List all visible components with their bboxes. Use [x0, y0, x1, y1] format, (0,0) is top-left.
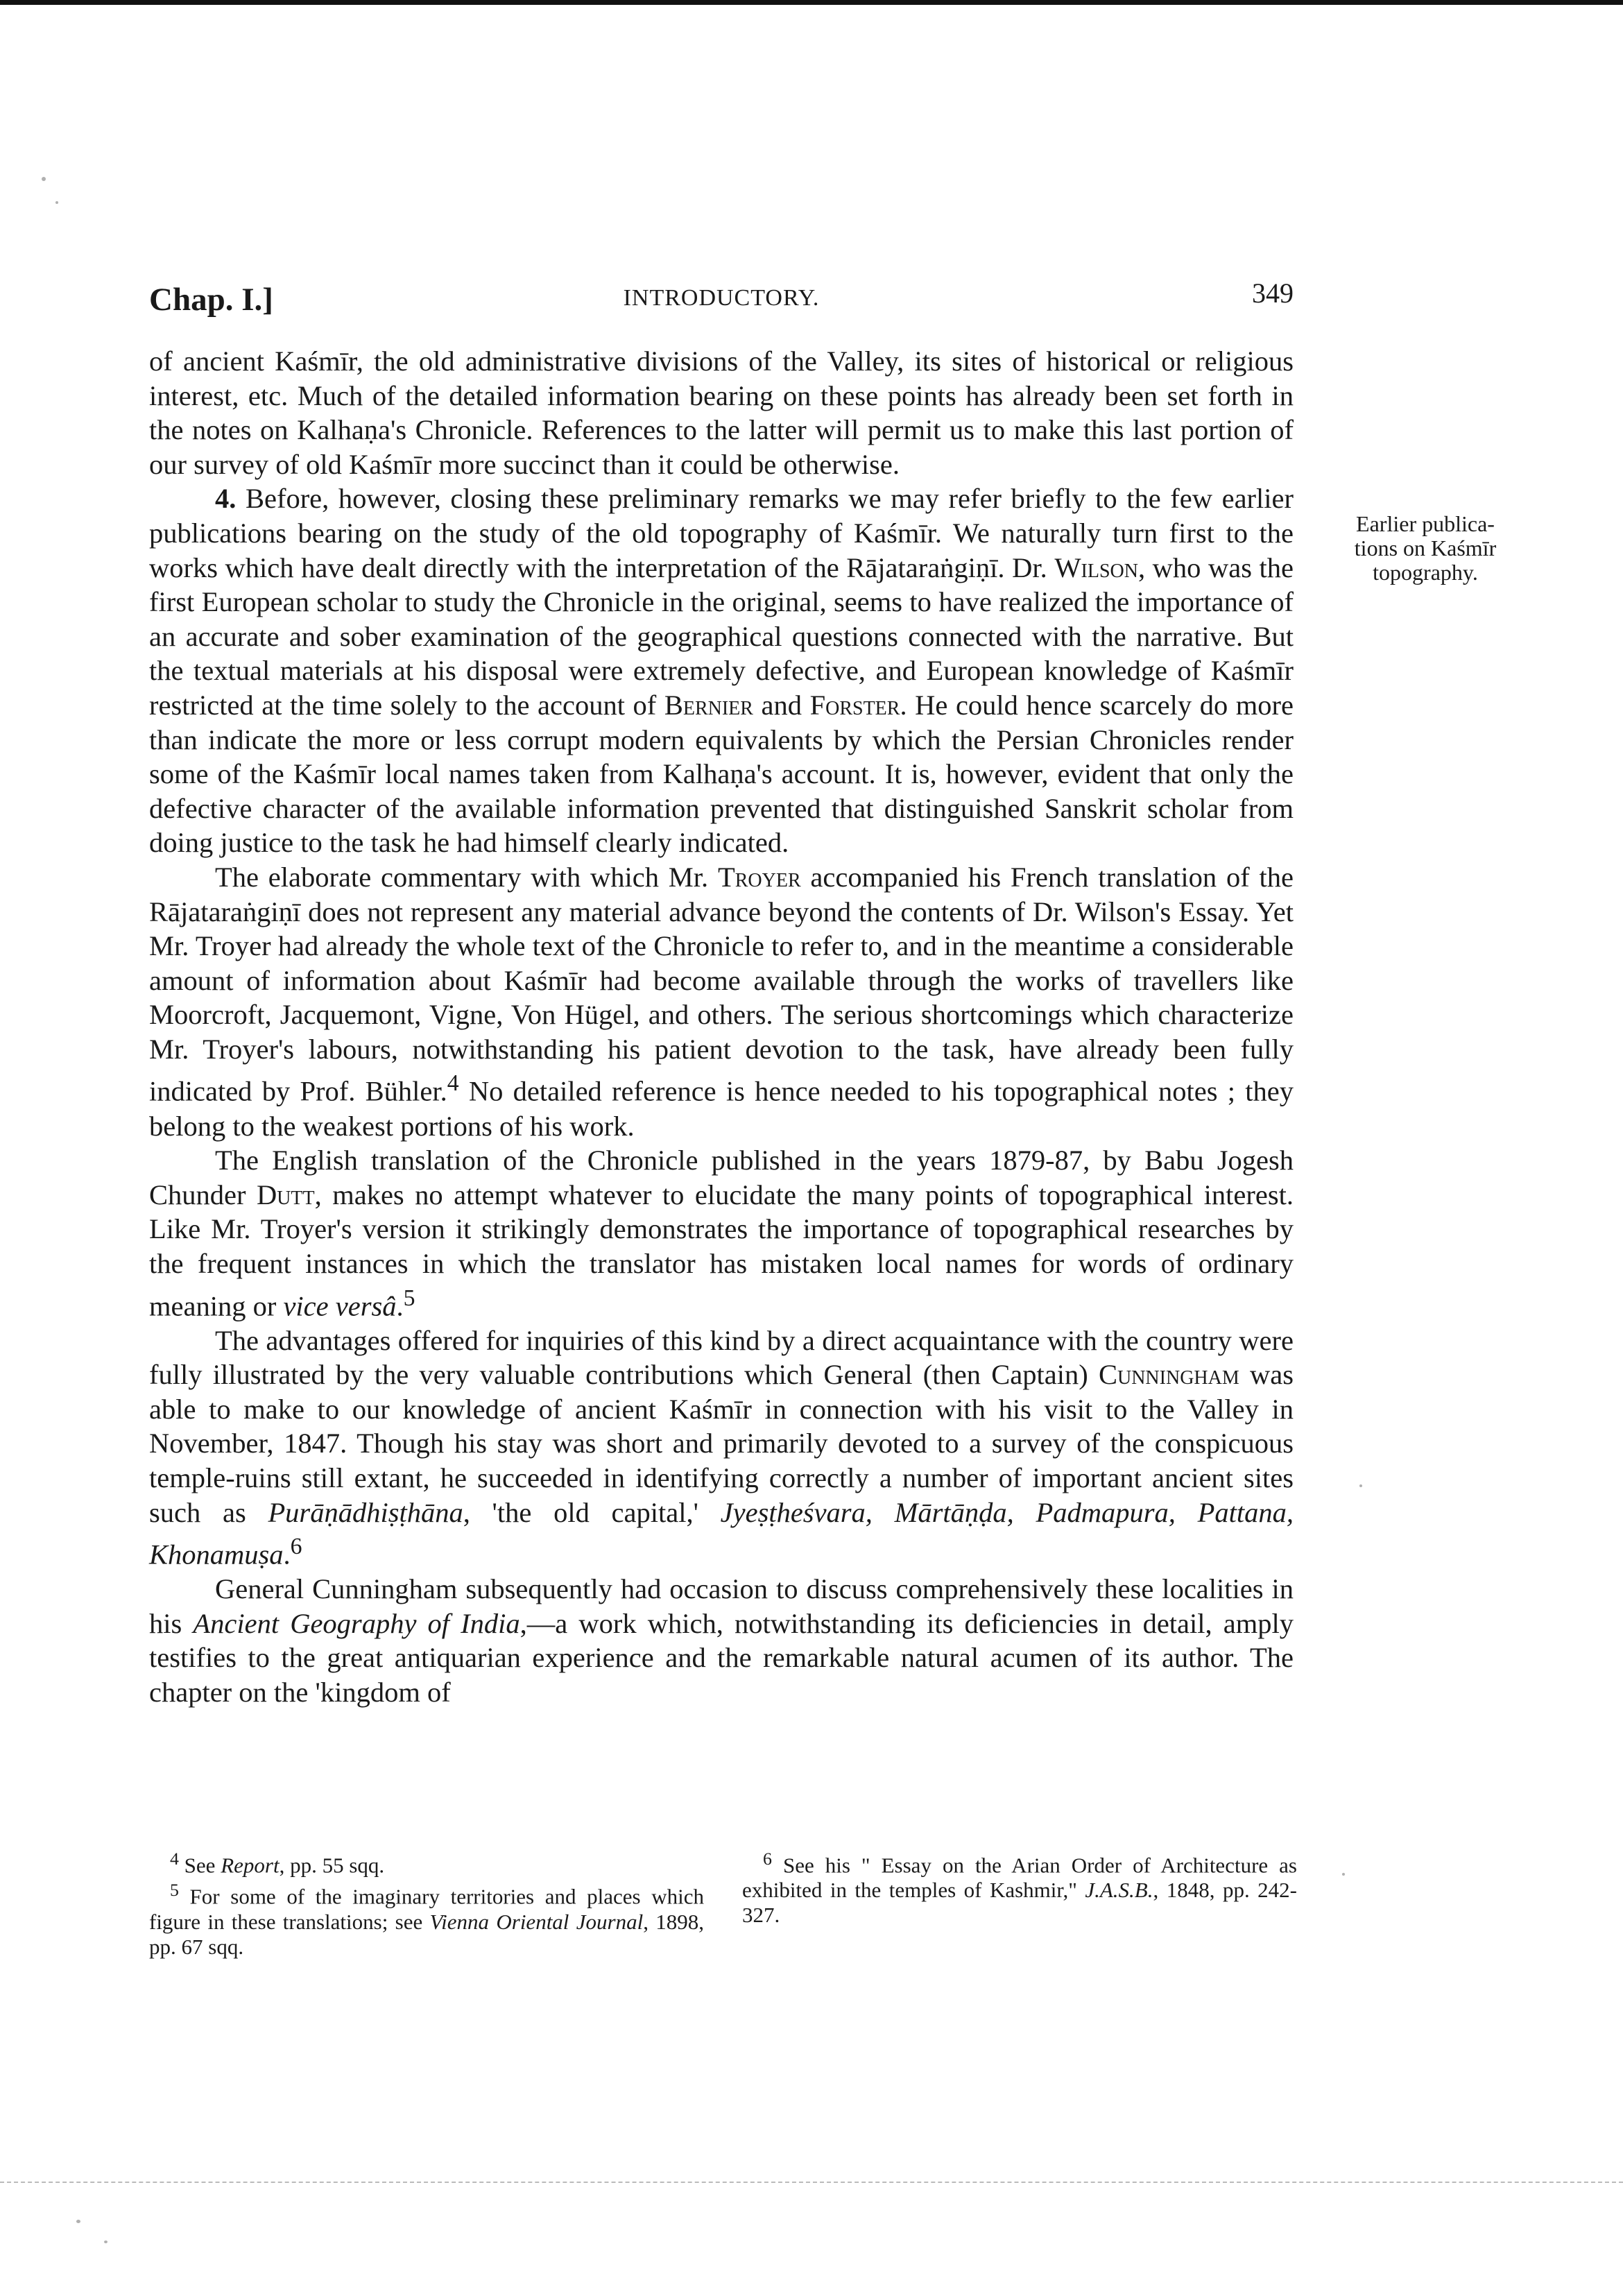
- author-name: Troyer: [717, 861, 801, 893]
- margin-note: [1321, 512, 1529, 585]
- footnote-ref: 6: [290, 1534, 302, 1560]
- footnote-ref: 4: [447, 1070, 459, 1097]
- author-name: Bernier: [664, 689, 753, 721]
- paragraph: The advantages offered for inquiries of this kind by a direct acquaintance with the country were fully illustrated by the very valuable contributions which General (then Captain) Cunningham was able to make to our knowledge of ancient Kaśmīr in connection with his visit to the Valley in November, 1847. Though his stay was short and primarily devoted to a survey of the conspicuous temple-ruins still extant, he succeeded in identifying correctly a number of important ancient sites such as Purāṇādhiṣṭhāna, 'the old capital,' Jyeṣṭheśvara, Mārtāṇḍa, Padmapura, Pattana, Khonamuṣa.$^6$: [149, 1324, 1294, 1570]
- scan-speck: [42, 177, 46, 181]
- margin-note-line: topography.: [1373, 560, 1478, 585]
- footnote: $^6$ See his " Essay on the Arian Order of Architecture as exhibited in the temples of Kashmir," J.A.S.B., 1848, pp. 242-327.: [742, 1849, 1297, 1928]
- author-name: Wilson: [1054, 551, 1138, 583]
- chapter-label: Chap. I.]: [149, 282, 273, 318]
- body-text: [149, 344, 1294, 1710]
- running-title: INTRODUCTORY.: [623, 285, 820, 311]
- page-number: 349: [1252, 277, 1294, 309]
- scan-speck: [55, 201, 58, 204]
- footnote-ref: 5: [403, 1285, 415, 1311]
- paragraph: 4. Before, however, closing these preliminary remarks we may refer briefly to the few earlier publications bearing on the study of the old topography of Kaśmīr. We naturally turn first to the works which have dealt directly with the interpretation of the Rājataraṅgiṇī. Dr. Wilson, who was the first European scholar to study the Chronicle in the original, seems to have realized the importance of an accurate and sober examination of the geographical questions connected with the narrative. But the textual materials at his disposal were extremely defective, and European knowledge of Kaśmīr restricted at the time solely to the account of Bernier and Forster. He could hence scarcely do more than indicate the more or less corrupt modern equivalents by which the Persian Chronicles render some of the Kaśmīr local names taken from Kalhaṇa's account. It is, however, evident that only the defective character of the available information prevented that distinguished Sanskrit scholar from doing justice to the task he had himself clearly indicated.: [149, 483, 1294, 859]
- margin-note-line: Earlier publica-: [1356, 511, 1495, 536]
- author-name: Forster: [809, 689, 900, 721]
- page-bottom-rule: [0, 2182, 1623, 2183]
- author-name: Dutt: [256, 1179, 315, 1210]
- footnote-column-left: [149, 1847, 704, 1960]
- page-header: [149, 274, 1294, 316]
- page-top-border: [0, 0, 1623, 5]
- paragraph: The elaborate commentary with which Mr. Troyer accompanied his French translation of the Rājataraṅgiṇī does not represent any material advance beyond the contents of Dr. Wilson's Essay. Yet Mr. Troyer had already the whole text of the Chronicle to refer to, and in the meantime a considerable amount of information about Kaśmīr had become available through the works of travellers like Moorcroft, Jacquemont, Vigne, Von Hügel, and others. The serious shortcomings which characterize Mr. Troyer's labours, notwithstanding his patient devotion to the task, have already been fully indicated by Prof. Bühler.$^4$ No detailed reference is hence needed to his topographical notes ; they belong to the weakest portions of his work.: [149, 861, 1294, 1142]
- footnote: $^4$ See Report, pp. 55 sqq.: [170, 1849, 385, 1878]
- paragraph: General Cunningham subsequently had occasion to discuss comprehensively these localities in his Ancient Geography of India,—a work which, notwithstanding its deficiencies in detail, amply testifies to the great antiquarian experience and the remarkable natural acumen of its author. The chapter on the 'kingdom of: [149, 1573, 1294, 1708]
- footnote: $^5$ For some of the imaginary territories and places which figure in these translations; see Vienna Oriental Journal, 1898, pp. 67 sqq.: [149, 1880, 705, 1959]
- paragraph: of ancient Kaśmīr, the old administrative divisions of the Valley, its sites of historical or religious interest, etc. Much of the detailed information bearing on these points has already been set forth in the notes on Kalhaṇa's Chronicle. References to the latter will permit us to make this last portion of our survey of old Kaśmīr more succinct than it could be otherwise.: [149, 345, 1294, 480]
- paragraph: The English translation of the Chronicle published in the years 1879-87, by Babu Jogesh Chunder Dutt, makes no attempt whatever to elucidate the many points of topographical interest. Like Mr. Troyer's version it strikingly demonstrates the importance of topographical researches by the frequent instances in which the translator has mistaken local names for words of ordinary meaning or vice versâ.$^5$: [149, 1145, 1294, 1322]
- author-name: Cunningham: [1098, 1359, 1239, 1391]
- margin-note-line: tions on Kaśmīr: [1354, 536, 1497, 560]
- section-number: 4.: [215, 483, 237, 515]
- scan-speck: [76, 2220, 80, 2223]
- footnote-column-right: [742, 1847, 1297, 1928]
- scan-speck: [1342, 1873, 1345, 1876]
- scan-speck: [104, 2241, 108, 2243]
- scan-speck: [1359, 1484, 1362, 1487]
